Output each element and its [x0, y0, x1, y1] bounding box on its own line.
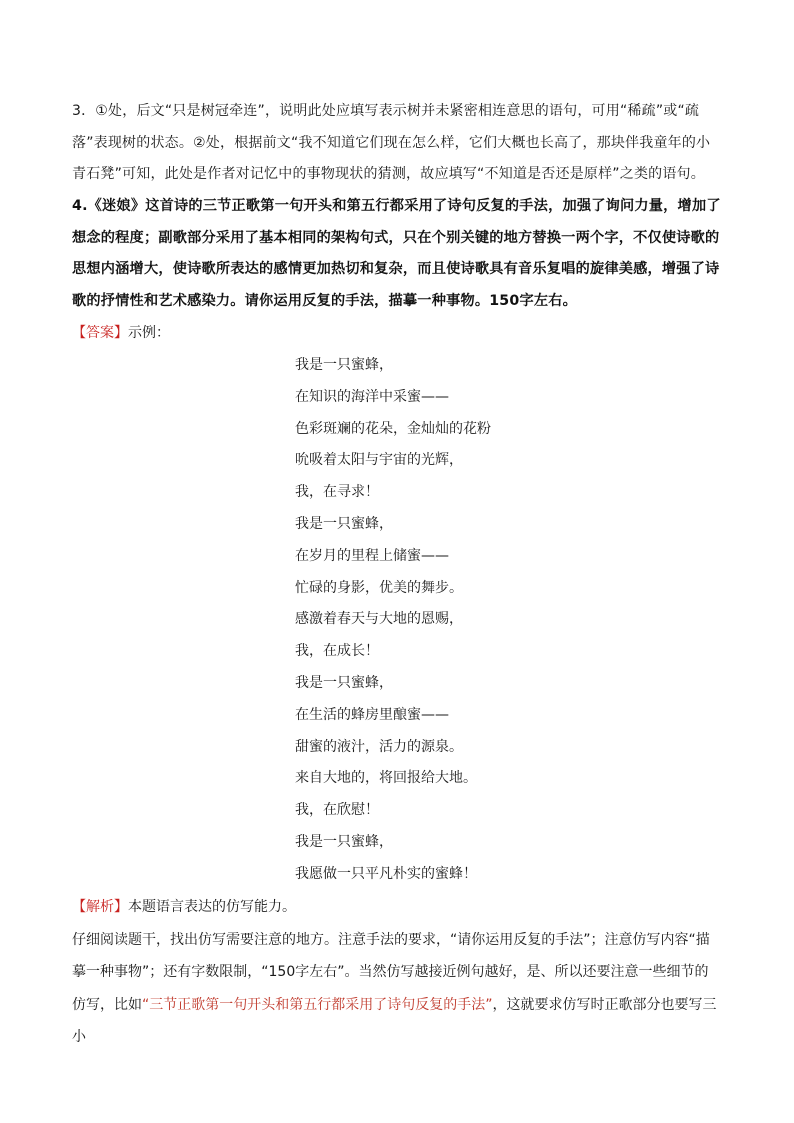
poem-line: 来自大地的，将回报给大地。 — [295, 770, 477, 787]
poem-line: 我，在寻求！ — [295, 484, 379, 501]
poem-line: 忙碌的身影，优美的舞步。 — [295, 579, 463, 596]
poem-line: 我是一只蜜蜂， — [295, 357, 393, 373]
question-3-answer — [72, 96, 722, 191]
poem-line: 我愿做一只平凡朴实的蜜蜂！ — [295, 865, 477, 882]
analysis-summary: 本题语言表达的仿写能力。 — [128, 899, 296, 915]
question-4-prompt — [72, 191, 722, 317]
answer-prefix: 示例： — [128, 325, 170, 341]
example-poem — [295, 350, 655, 891]
poem-line: 我是一只蜜蜂， — [295, 515, 393, 532]
poem-line: 甜蜜的液汁，活力的源泉。 — [295, 738, 463, 755]
analysis-heading — [72, 891, 722, 924]
analysis-body — [72, 924, 722, 1054]
answer-tag: 【答案】 — [72, 325, 128, 341]
analysis-body-tail: ，这就要求仿写时正歌部分也要写三小 — [72, 996, 717, 1045]
poem-line: 吮吸着太阳与宇宙的光辉， — [295, 452, 463, 469]
poem-line: 在岁月的里程上储蜜—— — [295, 547, 449, 564]
question-4-text: 4.《迷娘》这首诗的三节正歌第一句开头和第五行都采用了诗句反复的手法，加强了询问力量，增加了想念的程度；副歌部分采用了基本相同的架构句式，只在个别关键的地方替换一两个字，不仅使诗歌的思想内涵增大，使诗歌所表达的感情更加热切和复杂，而且使诗歌具有音乐复唱的旋律美感，增强了诗歌的抒情性和艺术感染力。请你运用反复的手法，描摹一种事物。150字左右。 — [72, 198, 721, 309]
poem-line: 在知识的海洋中采蜜—— — [295, 388, 449, 405]
answer-heading — [72, 318, 170, 350]
analysis-quote: “三节正歌第一句开头和第五行都采用了诗句反复的手法” — [142, 996, 493, 1013]
poem-line: 色彩斑斓的花朵，金灿灿的花粉 — [295, 420, 491, 437]
poem-line: 我，在欣慰！ — [295, 802, 379, 819]
analysis-section — [72, 891, 722, 1054]
poem-line: 我是一只蜜蜂， — [295, 674, 393, 691]
poem-line: 感激着春天与大地的恩赐， — [295, 611, 463, 628]
analysis-body-text: 仔细阅读题干，找出仿写需要注意的地方。注意手法的要求，“请你运用反复的手法”；注意仿写内容“描摹一种事物”；还有字数限制，“150字左右”。当然仿写越接近例句越好，是、所以还要注意一些细节的仿写，比如 — [72, 931, 710, 1013]
analysis-tag: 【解析】 — [72, 899, 128, 915]
poem-line: 我，在成长！ — [295, 643, 379, 660]
poem-line: 在生活的蜂房里酿蜜—— — [295, 706, 449, 723]
question-3-text: 3．①处，后文“只是树冠牵连”，说明此处应填写表示树并未紧密相连意思的语句，可用“稀疏”或“疏落”表现树的状态。②处，根据前文“我不知道它们现在怎么样，它们大概也长高了，那块伴我童年的小青石凳”可知，此处是作者对记忆中的事物现状的猜测，故应填写“不知道是否还是原样”之类的语句。 — [72, 103, 711, 182]
poem-line: 我是一只蜜蜂， — [295, 833, 393, 850]
